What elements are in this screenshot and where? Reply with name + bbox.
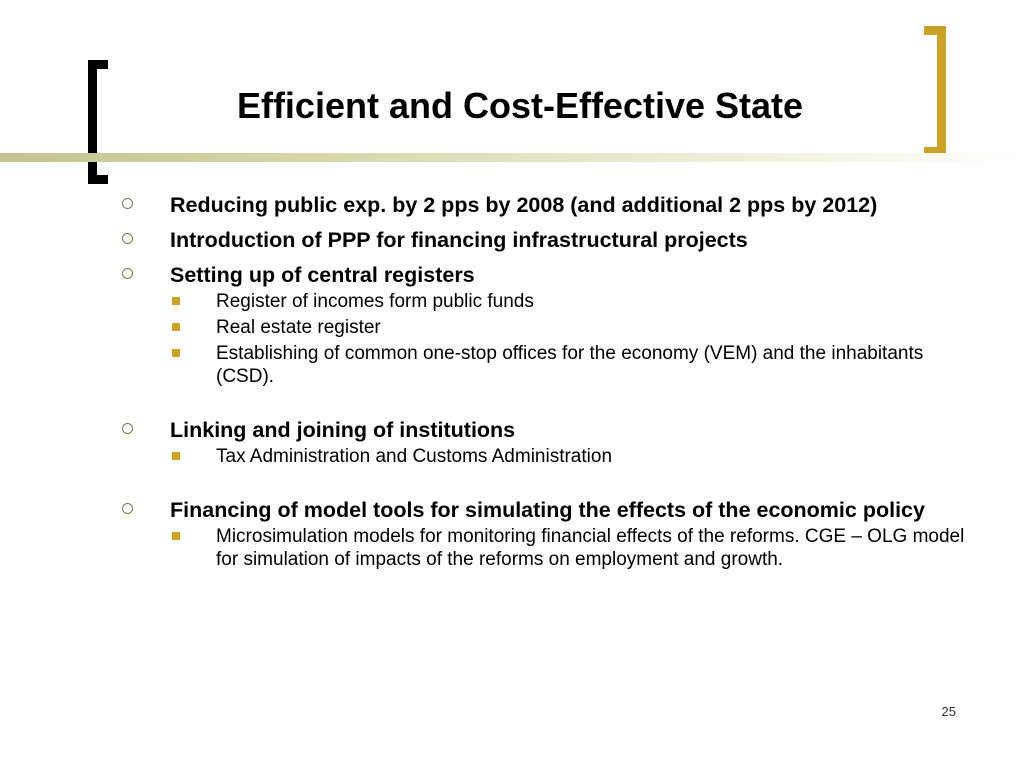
page-number: 25 (941, 704, 956, 719)
square-bullet-icon (172, 297, 180, 305)
sub-bullet-item (118, 316, 968, 339)
bullet-text: Reducing public exp. by 2 pps by 2008 (and additional 2 pps by 2012) (170, 193, 878, 217)
right-bracket-decoration (924, 26, 946, 156)
bullet-item (118, 418, 968, 442)
title-underline-bar (0, 153, 1024, 162)
bullet-text: Financing of model tools for simulating the effects of the economic policy (170, 498, 925, 522)
bullet-item (118, 228, 968, 252)
sub-bullet-item (118, 342, 968, 388)
sub-bullet-item (118, 525, 968, 571)
circle-bullet-icon (122, 233, 133, 244)
circle-bullet-icon (122, 503, 133, 514)
sub-bullet-item (118, 445, 968, 468)
bullet-text: Linking and joining of institutions (170, 418, 516, 442)
sub-bullet-item (118, 290, 968, 313)
bullet-text: Introduction of PPP for financing infrastructural projects (170, 228, 748, 252)
slide-title: Efficient and Cost-Effective State (236, 85, 804, 126)
bullet-list (118, 193, 968, 571)
bullet-item (118, 193, 968, 217)
square-bullet-icon (172, 452, 180, 460)
sub-bullet-text: Microsimulation models for monitoring financial effects of the reforms. CGE – OLG model for simulation of impacts of the reforms on employment and growth. (216, 526, 965, 570)
circle-bullet-icon (122, 268, 133, 279)
sub-bullet-text: Register of incomes form public funds (216, 291, 534, 312)
sub-bullet-text: Real estate register (216, 317, 381, 338)
square-bullet-icon (172, 349, 180, 357)
square-bullet-icon (172, 532, 180, 540)
left-bracket-decoration (88, 60, 108, 184)
sub-bullet-text: Tax Administration and Customs Administration (216, 446, 613, 467)
bullet-text: Setting up of central registers (170, 263, 475, 287)
bullet-item (118, 263, 968, 287)
circle-bullet-icon (122, 198, 133, 209)
circle-bullet-icon (122, 423, 133, 434)
sub-bullet-text: Establishing of common one-stop offices for the economy (VEM) and the inhabitants (CSD). (216, 343, 924, 387)
bullet-item (118, 498, 968, 522)
square-bullet-icon (172, 323, 180, 331)
